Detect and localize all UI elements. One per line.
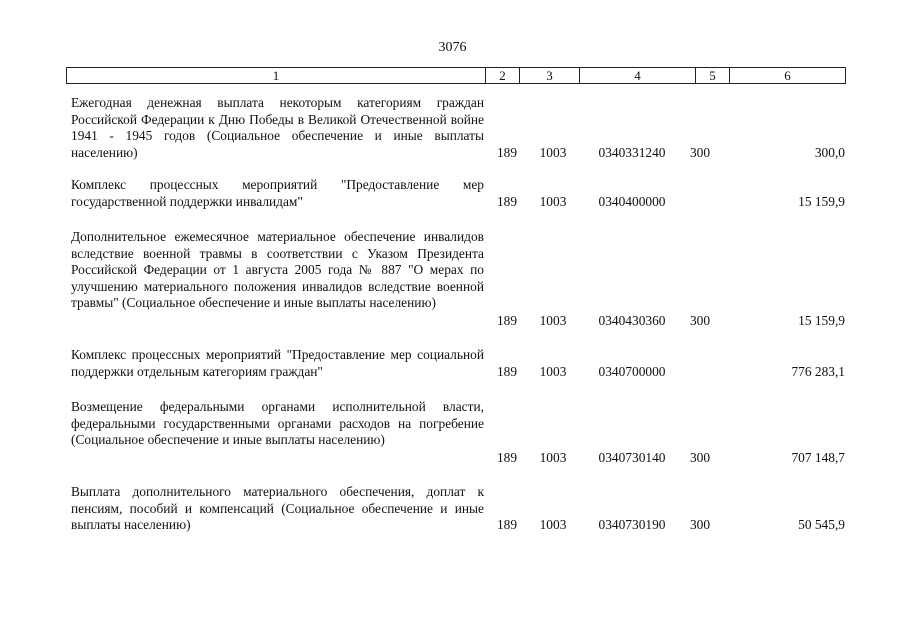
row-code-col3: 1003 — [539, 517, 567, 532]
row-code-col4: 0340700000 — [598, 364, 666, 379]
column-header-table — [66, 67, 846, 84]
row-amount: 15 159,9 — [798, 194, 845, 209]
row-code-col3: 1003 — [539, 450, 567, 465]
row-amount: 300,0 — [814, 145, 845, 160]
row-code-col4: 0340730140 — [598, 450, 666, 465]
row-code-col5: 300 — [689, 450, 711, 465]
row-description: Выплата дополнительного материального обеспечения, доплат к пенсиям, пособий и компенсаций (Социальное обеспечение и иные выплаты населению) — [71, 484, 484, 533]
row-code-col2: 189 — [496, 517, 518, 532]
row-code-col2: 189 — [496, 313, 518, 328]
row-amount: 15 159,9 — [798, 313, 845, 328]
page-number: 3076 — [438, 40, 467, 55]
row-code-col2: 189 — [496, 145, 518, 160]
row-code-col3: 1003 — [539, 364, 567, 379]
row-code-col5: 300 — [689, 517, 711, 532]
column-header-3: 3 — [520, 68, 580, 84]
column-header-4: 4 — [580, 68, 696, 84]
column-header-row — [67, 68, 846, 84]
row-description: Дополнительное ежемесячное материальное обеспечение инвалидов вследствие военной травмы в соответствии с Указом Президента Российской Федерации от 1 августа 2005 года № 887 "О мерах по улучшению материального положения инвалидов вследствие военной травмы" (Социальное обеспечение и иные выплаты населению) — [71, 229, 484, 311]
row-code-col3: 1003 — [539, 145, 567, 160]
row-description: Возмещение федеральными органами исполнительной власти, федеральными государственными органами расходов на погребение (Социальное обеспечение и иные выплаты населению) — [71, 399, 484, 448]
row-code-col5: 300 — [689, 313, 711, 328]
column-header-6: 6 — [730, 68, 846, 84]
row-code-col4: 0340430360 — [598, 313, 666, 328]
column-header-1: 1 — [67, 68, 486, 84]
row-description: Комплекс процессных мероприятий "Предоставление мер социальной поддержки отдельным категориям граждан" — [71, 347, 484, 379]
row-code-col4: 0340400000 — [598, 194, 666, 209]
row-amount: 50 545,9 — [798, 517, 845, 532]
row-description: Комплекс процессных мероприятий "Предоставление мер государственной поддержки инвалидам" — [71, 177, 484, 209]
row-code-col2: 189 — [496, 194, 518, 209]
row-amount: 776 283,1 — [791, 364, 845, 379]
row-code-col3: 1003 — [539, 194, 567, 209]
row-code-col2: 189 — [496, 450, 518, 465]
row-amount: 707 148,7 — [791, 450, 845, 465]
row-code-col2: 189 — [496, 364, 518, 379]
column-header-5: 5 — [696, 68, 730, 84]
row-code-col5: 300 — [689, 145, 711, 160]
row-description: Ежегодная денежная выплата некоторым категориям граждан Российской Федерации к Дню Победы в Великой Отечественной войне 1941 - 1945 годов (Социальное обеспечение и иные выплаты населению) — [71, 95, 484, 160]
column-header-2: 2 — [486, 68, 520, 84]
row-code-col4: 0340331240 — [598, 145, 666, 160]
row-code-col4: 0340730190 — [598, 517, 666, 532]
row-code-col3: 1003 — [539, 313, 567, 328]
